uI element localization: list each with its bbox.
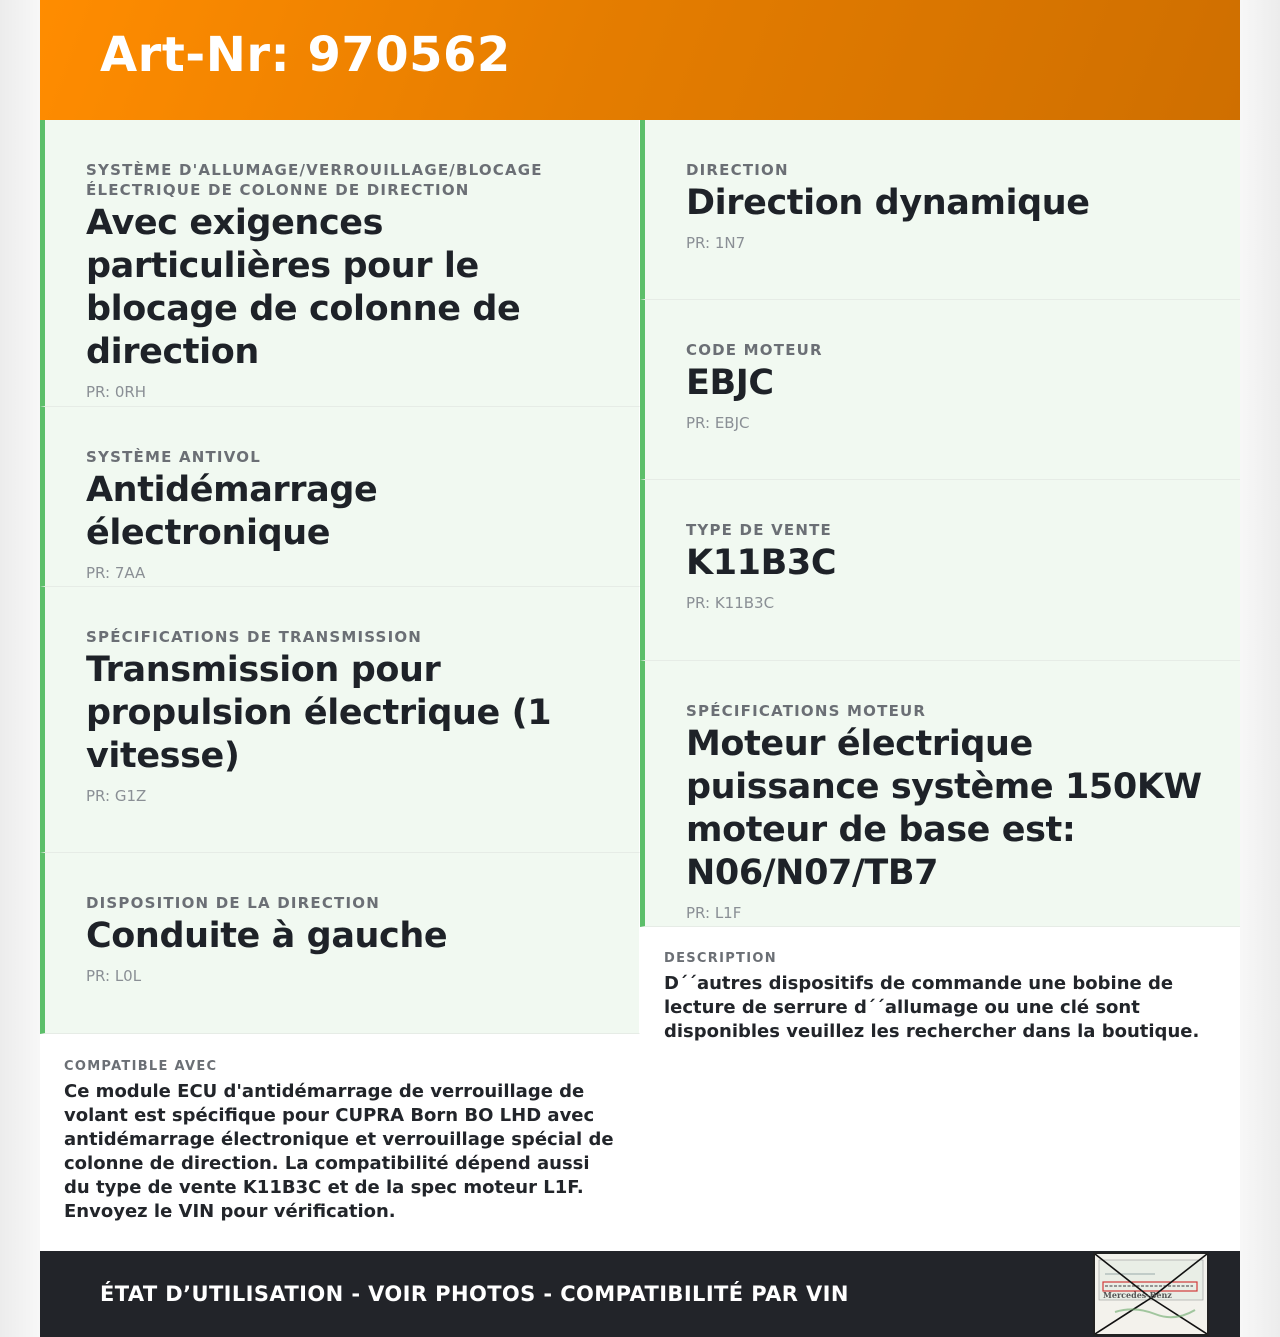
spec-pr-code: PR: L1F: [686, 904, 742, 922]
spec-pr-code: PR: 1N7: [686, 234, 746, 252]
spec-value: Conduite à gauche: [86, 916, 448, 956]
spec-value: Moteur électrique puissance système 150KW moteur de base est: N06/N07/TB7: [686, 724, 1202, 893]
spec-label: SPÉCIFICATIONS DE TRANSMISSION: [86, 628, 423, 646]
spec-card-steering-lock: [40, 120, 640, 407]
description-text: D´´autres dispositifs de commande une bobine de lecture de serrure d´´allumage ou une clé sont disponibles veuillez les rechercher dans la boutique.: [664, 973, 1200, 1042]
spec-value: Transmission pour propulsion électrique (1 vitesse): [86, 650, 552, 776]
stamp-text: Mercedes-Benz: [1103, 1290, 1172, 1300]
spec-pr-code: PR: 0RH: [86, 383, 147, 401]
spec-pr-code: PR: K11B3C: [686, 594, 775, 612]
spec-value: Avec exigences particulières pour le blocage de colonne de direction: [86, 203, 521, 372]
spec-card-steering-side: [40, 853, 640, 1034]
spec-value: Direction dynamique: [686, 183, 1090, 223]
compatibility-section: [40, 1058, 640, 1224]
spec-label: DIRECTION: [686, 161, 789, 179]
spec-label: DISPOSITION DE LA DIRECTION: [86, 894, 380, 912]
description-section: [640, 950, 1240, 1044]
spec-pr-code: PR: L0L: [86, 967, 142, 985]
spec-pr-code: PR: EBJC: [686, 414, 750, 432]
spec-value: EBJC: [686, 363, 774, 403]
spec-label: SYSTÈME D'ALLUMAGE/VERROUILLAGE/BLOCAGE ÉLECTRIQUE DE COLONNE DE DIRECTION: [86, 161, 543, 199]
header-banner: [40, 0, 1240, 120]
compatibility-label: COMPATIBLE AVEC: [64, 1059, 218, 1074]
spec-label: SPÉCIFICATIONS MOTEUR: [686, 702, 927, 720]
spec-card-engine-spec: [640, 661, 1240, 927]
left-spec-column: [40, 120, 640, 1034]
spec-pr-code: PR: 7AA: [86, 564, 146, 582]
product-sheet: [40, 0, 1240, 1337]
spec-label: TYPE DE VENTE: [686, 521, 832, 539]
description-label: DESCRIPTION: [664, 951, 777, 966]
label-sticker-graphic: [1095, 1254, 1207, 1334]
footer-bar: [40, 1251, 1240, 1337]
footer-text: ÉTAT D’UTILISATION - VOIR PHOTOS - COMPATIBILITÉ PAR VIN: [100, 1282, 849, 1306]
spec-card-antitheft: [40, 407, 640, 587]
right-spec-column: [640, 120, 1240, 927]
spec-pr-code: PR: G1Z: [86, 787, 147, 805]
spec-label: CODE MOTEUR: [686, 341, 823, 359]
spec-card-engine-code: [640, 300, 1240, 480]
spec-value: Antidémarrage électronique: [86, 470, 378, 553]
spec-card-direction: [640, 120, 1240, 300]
spec-card-sales-type: [640, 480, 1240, 661]
compatibility-text: Ce module ECU d'antidémarrage de verrouillage de volant est spécifique pour CUPRA Born BO LHD avec antidémarrage électronique et verrouillage spécial de colonne de direction. La compatibilité dépend aussi du type de vente K11B3C et de la spec moteur L1F. Envoyez le VIN pour vérification.: [64, 1081, 614, 1222]
spec-card-transmission: [40, 587, 640, 853]
spec-label: SYSTÈME ANTIVOL: [86, 448, 261, 466]
label-sticker-thumbnail-icon[interactable]: [1093, 1252, 1209, 1336]
page-title: Art-Nr: 970562: [100, 27, 511, 83]
spec-value: K11B3C: [686, 543, 837, 583]
